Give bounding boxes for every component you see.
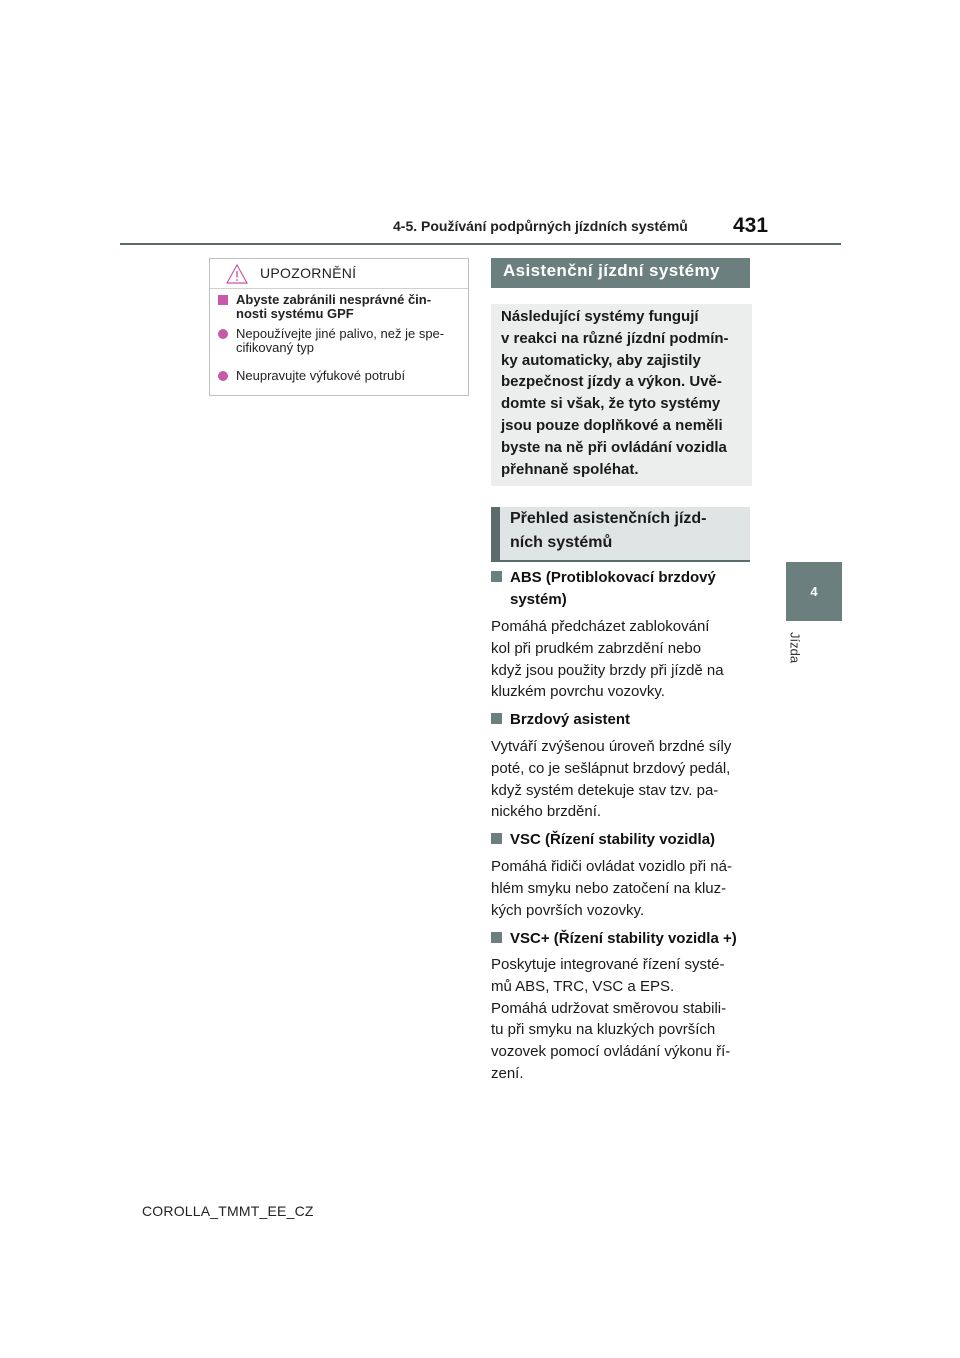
- item-title-vsc-plus: VSC+ (Řízení stability vozidla +): [491, 928, 737, 950]
- warning-title: UPOZORNĚNÍ: [260, 265, 357, 281]
- chapter-tab[interactable]: 4: [786, 562, 842, 621]
- item-title-vsc: VSC (Řízení stability vozidla): [491, 829, 715, 851]
- warning-heading: Abyste zabránili nesprávné čin- nosti systému GPF: [218, 293, 462, 321]
- round-bullet-icon: [218, 329, 228, 339]
- warning-box: [209, 258, 469, 396]
- warning-triangle-icon: [226, 264, 248, 284]
- warning-item: Nepoužívejte jiné palivo, než je spe- cifikovaný typ: [218, 327, 462, 355]
- warning-header: [210, 259, 468, 289]
- footer-code: COROLLA_TMMT_EE_CZ: [142, 1203, 314, 1219]
- item-text-brake-assist: Vytváří zvýšenou úroveň brzdné síly poté, co je sešlápnut brzdový pedál, když systém detekuje stav tzv. pa- nického brzdění.: [491, 738, 732, 821]
- square-bullet-icon: [491, 932, 502, 943]
- item-text-vsc-plus: Poskytuje integrované řízení systé- mů ABS, TRC, VSC a EPS. Pomáhá udržovat směrovou stabili- tu při smyku na kluzkých površích vozovek pomocí ovládání výkonu ří- zení.: [491, 956, 731, 1082]
- warning-item: Neupravujte výfukové potrubí: [218, 369, 462, 383]
- intro-box: Následující systémy fungují v reakci na různé jízdní podmín- ky automaticky, aby zajistily bezpečnost jízdy a výkon. Uvě- domte si však, že tyto systémy jsou pouze doplňkové a neměli byste na ně při ovládání vozidla přehnaně spoléhat.: [491, 304, 752, 486]
- square-bullet-icon: [218, 295, 228, 305]
- round-bullet-icon: [218, 371, 228, 381]
- page-number: 431: [733, 214, 769, 237]
- chapter-tab-label: Jízda: [787, 632, 803, 664]
- item-text-vsc: Pomáhá řidiči ovládat vozidlo při ná- hlém smyku nebo zatočení na kluz- kých površích vozovky.: [491, 858, 732, 919]
- square-bullet-icon: [491, 833, 502, 844]
- item-title-brake-assist: Brzdový asistent: [491, 709, 630, 731]
- section-title: Přehled asistenčních jízd- ních systémů: [491, 507, 750, 562]
- topic-banner: Asistenční jízdní systémy: [491, 258, 750, 288]
- header-divider: [120, 243, 841, 245]
- section-header: 4-5. Používání podpůrných jízdních systémů: [393, 218, 688, 234]
- item-text-abs: Pomáhá předcházet zablokování kol při prudkém zabrzdění nebo když jsou použity brzdy při jízdě na kluzkém povrchu vozovky.: [491, 618, 724, 701]
- item-title-abs: ABS (Protiblokovací brzdový systém): [491, 567, 716, 611]
- square-bullet-icon: [491, 713, 502, 724]
- square-bullet-icon: [491, 571, 502, 582]
